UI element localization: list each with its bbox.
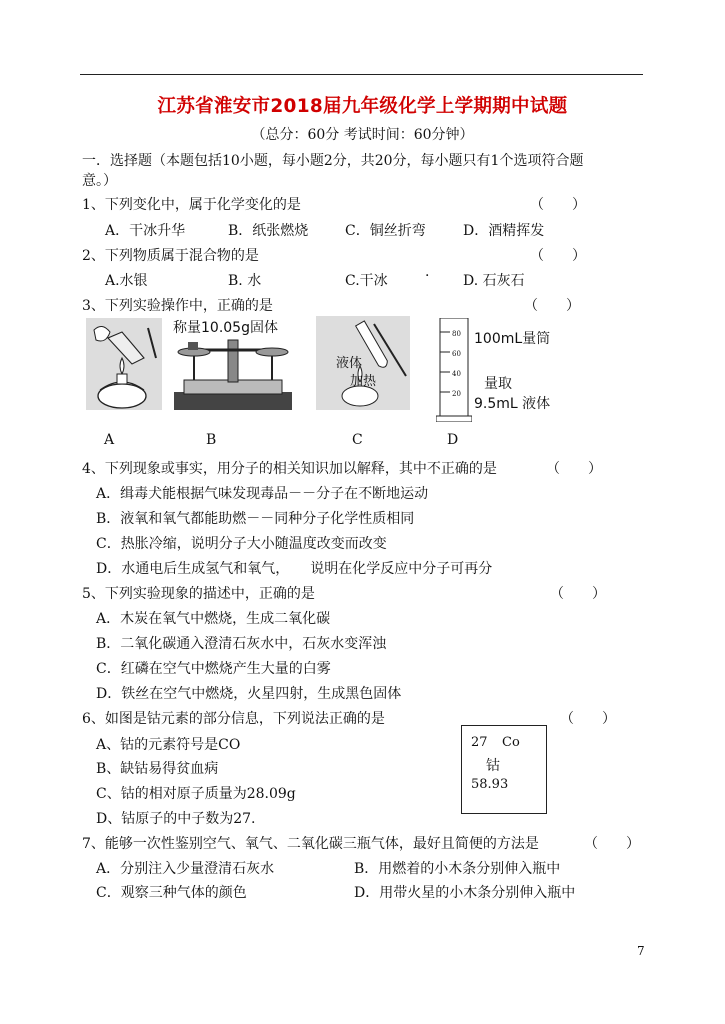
element-name: 钴 [486,758,500,774]
q2-stem: 2、下列物质属于混合物的是 [82,248,259,264]
q5-option-c: C．红磷在空气中燃烧产生大量的白雾 [96,661,331,677]
q7-stem: 7、能够一次性鉴别空气、氧气、二氧化碳三瓶气体，最好且简便的方法是 [82,836,539,852]
q3-answer-blank: （ ） [524,298,580,314]
q5-answer-blank: （ ） [550,586,606,602]
exam-subtitle: （总分：60分 考试时间：60分钟） [251,127,474,143]
exam-title: 江苏省淮安市2018届九年级化学上学期期中试题 [157,96,568,117]
figure-c-label1: 液体 [336,356,363,371]
figure-d-label3: 9.5mL 液体 [474,396,551,412]
q6-option-b: B、缺钴易得贫血病 [96,761,219,777]
q4-option-d: D．水通电后生成氢气和氧气， 说明在化学反应中分子可再分 [96,561,493,577]
q6-stem: 6、如图是钴元素的部分信息，下列说法正确的是 [82,711,385,727]
q2-answer-blank: （ ） [530,248,586,264]
q5-option-a: A．木炭在氧气中燃烧，生成二氧化碳 [96,611,331,627]
q3-figure-label-d: D [447,432,459,448]
figure-c-test-tube-heating [316,316,410,410]
q5-stem: 5、下列实验现象的描述中，正确的是 [82,586,315,602]
q7-option-d: D．用带火星的小木条分别伸入瓶中 [354,885,576,901]
q1-option-d: D．酒精挥发 [463,223,545,239]
figure-d-tick-80: 80 [452,330,461,338]
q1-option-c: C．铜丝折弯 [345,223,426,239]
section-heading-line2: 意。） [82,173,117,189]
q2-option-d: D. 石灰石 [463,273,525,289]
header-rule [80,74,643,75]
figure-d-tick-60: 60 [452,350,461,358]
q7-option-b: B．用燃着的小木条分别伸入瓶中 [354,861,561,877]
q3-figure-label-a: A [104,432,115,448]
q6-option-a: A、钴的元素符号是CO [96,737,241,753]
q6-option-c: C、钴的相对原子质量为28.09g [96,786,296,802]
element-atomic-number: 27 [471,735,488,750]
figure-c-label2: 加热 [350,374,377,389]
element-symbol: Co [502,735,520,750]
figure-b-label: 称量10.05g固体 [173,320,278,336]
figure-d-label1: 100mL量筒 [474,331,551,347]
q7-option-c: C．观察三种气体的颜色 [96,885,247,901]
q2-option-a: A.水银 [105,273,148,289]
q6-answer-blank: （ ） [560,711,616,727]
figure-a-lamp-lighting [86,318,162,410]
q1-stem: 1、下列变化中，属于化学变化的是 [82,197,301,213]
q1-option-a: A．干冰升华 [105,223,186,239]
figure-d-tick-20: 20 [452,390,461,398]
q2-option-c: C.干冰 [345,273,388,289]
q4-option-b: B．液氧和氧气都能助燃－－同种分子化学性质相同 [96,511,415,527]
q7-answer-blank: （ ） [584,836,640,852]
q2-option-b: B. 水 [228,273,262,289]
q6-option-d: D、钴原子的中子数为27. [96,811,256,827]
q4-answer-blank: （ ） [546,461,602,477]
q1-option-b: B．纸张燃烧 [228,223,309,239]
q5-option-b: B．二氧化碳通入澄清石灰水中，石灰水变浑浊 [96,636,387,652]
q5-option-d: D．铁丝在空气中燃烧，火星四射，生成黑色固体 [96,686,402,702]
element-atomic-mass: 58.93 [471,777,509,792]
q1-answer-blank: （ ） [530,197,586,213]
q3-figure-label-b: B [206,432,217,448]
section-heading-line1: 一．选择题（本题包括10小题，每小题2分，共20分，每小题只有1个选项符合题 [82,153,584,169]
figure-d-tick-40: 40 [452,370,461,378]
q2-stray-dot: · [425,268,430,284]
q3-stem: 3、下列实验操作中，正确的是 [82,298,273,314]
q7-option-a: A．分别注入少量澄清石灰水 [96,861,275,877]
page-number: 7 [637,944,645,958]
q4-option-c: C．热胀冷缩，说明分子大小随温度改变而改变 [96,536,387,552]
q4-option-a: A．缉毒犬能根据气味发现毒品－－分子在不断地运动 [96,486,429,502]
q3-figure-label-c: C [352,432,363,448]
q4-stem: 4、下列现象或事实，用分子的相关知识加以解释，其中不正确的是 [82,461,497,477]
figure-b-balance [170,334,296,412]
figure-d-label2: 量取 [484,376,512,392]
